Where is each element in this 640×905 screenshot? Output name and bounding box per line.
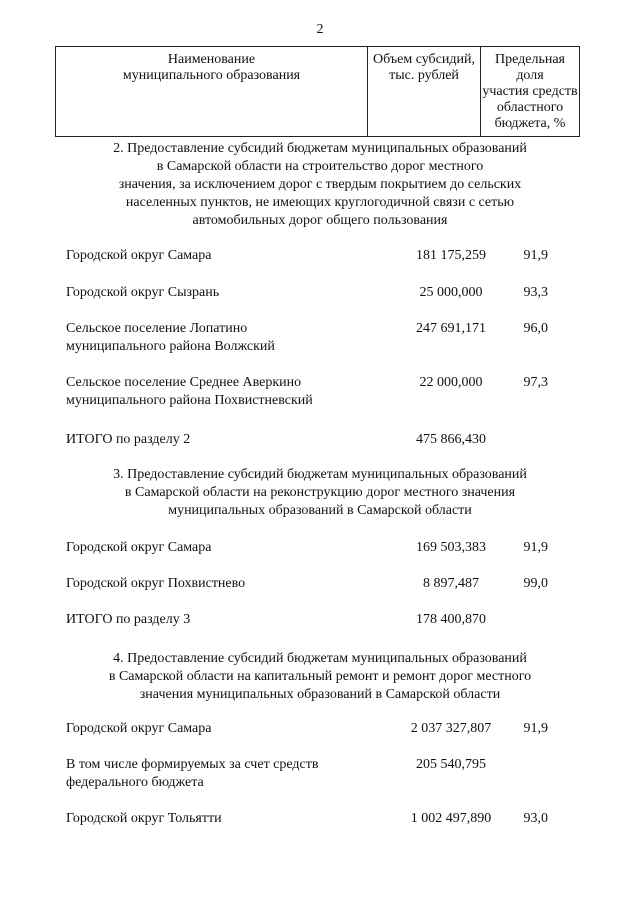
- row-name: [66, 756, 356, 792]
- table-row: [66, 374, 576, 410]
- page-number: 2: [316, 22, 324, 37]
- header-line: тыс. рублей: [389, 68, 459, 83]
- header-name-column: [56, 47, 368, 136]
- row-name-line: ИТОГО по разделу 2: [66, 432, 191, 447]
- table-row: [66, 575, 576, 611]
- row-amount: 22 000,000: [419, 375, 483, 390]
- row-amount: 178 400,870: [416, 612, 486, 627]
- header-line: доля: [516, 68, 544, 83]
- section-title-line: в Самарской области на капитальный ремонт и ремонт дорог местного: [108, 669, 532, 684]
- section-title-line: в Самарской области на реконструкцию дорог местного значения: [124, 485, 516, 500]
- header-line: Предельная: [495, 52, 565, 67]
- section-title-line: автомобильных дорог общего пользования: [192, 213, 448, 228]
- row-name: [66, 284, 356, 302]
- row-name: [66, 247, 356, 265]
- row-name-line: федерального бюджета: [66, 775, 204, 790]
- header-line: бюджета, %: [494, 116, 566, 131]
- header-line: областного: [496, 100, 564, 115]
- table-row: [66, 247, 576, 283]
- row-name: [66, 320, 356, 356]
- row-share: 96,0: [523, 321, 548, 336]
- row-name-line: муниципального района Похвистневский: [66, 393, 313, 408]
- row-name-line: Городской округ Самара: [66, 721, 212, 736]
- table-row: [66, 320, 576, 356]
- row-name-line: Городской округ Похвистнево: [66, 576, 246, 591]
- row-amount: 205 540,795: [416, 757, 486, 772]
- row-name-line: ИТОГО по разделу 3: [66, 612, 191, 627]
- row-name-line: Городской округ Тольятти: [66, 811, 222, 826]
- section-title-line: населенных пунктов, не имеющих круглогодичной связи с сетью: [125, 195, 515, 210]
- table-row: [66, 756, 576, 792]
- row-name: [66, 810, 356, 828]
- section-title-line: в Самарской области на строительство дорог местного: [156, 159, 484, 174]
- section-title-line: 3. Предоставление субсидий бюджетам муниципальных образований: [113, 467, 527, 482]
- row-share: 93,0: [523, 811, 548, 826]
- section-title: [60, 466, 580, 520]
- row-share: 91,9: [523, 721, 548, 736]
- table-header: [55, 46, 580, 137]
- row-name: [66, 575, 356, 593]
- row-name-line: Сельское поселение Лопатино: [66, 321, 248, 336]
- table-row-total: [66, 611, 576, 647]
- row-share: 93,3: [523, 285, 548, 300]
- header-line: Наименование: [167, 52, 256, 67]
- row-name-line: Городской округ Самара: [66, 540, 212, 555]
- header-line: Объем субсидий,: [373, 52, 475, 67]
- row-name-line: Сельское поселение Среднее Аверкино: [66, 375, 302, 390]
- row-amount: 8 897,487: [423, 576, 479, 591]
- row-amount: 475 866,430: [416, 432, 486, 447]
- section-title-line: значения, за исключением дорог с твердым покрытием до сельских: [118, 177, 522, 192]
- table-row: [66, 539, 576, 575]
- row-amount: 1 002 497,890: [410, 811, 492, 826]
- row-amount: 169 503,383: [416, 540, 486, 555]
- header-line: участия средств: [482, 84, 578, 99]
- header-share-column: [481, 47, 579, 136]
- section-title-line: 2. Предоставление субсидий бюджетам муниципальных образований: [113, 141, 527, 156]
- row-amount: 25 000,000: [419, 285, 483, 300]
- row-name: [66, 539, 356, 557]
- row-name: [66, 720, 356, 738]
- header-amount-column: [368, 47, 481, 136]
- table-row: [66, 720, 576, 756]
- table-row: [66, 284, 576, 320]
- row-name-line: Городской округ Сызрань: [66, 285, 220, 300]
- table-row-total: [66, 431, 576, 467]
- row-amount: 2 037 327,807: [410, 721, 492, 736]
- section-title-line: 4. Предоставление субсидий бюджетам муниципальных образований: [113, 651, 527, 666]
- section-title: [60, 140, 580, 230]
- row-name-line: В том числе формируемых за счет средств: [66, 757, 319, 772]
- row-name-line: муниципального района Волжский: [66, 339, 275, 354]
- row-share: 91,9: [523, 248, 548, 263]
- row-name: [66, 431, 356, 449]
- row-share: 97,3: [523, 375, 548, 390]
- row-amount: 181 175,259: [416, 248, 486, 263]
- row-share: 91,9: [523, 540, 548, 555]
- section-title: [60, 650, 580, 704]
- row-name-line: Городской округ Самара: [66, 248, 212, 263]
- row-name: [66, 374, 356, 410]
- row-name: [66, 611, 356, 629]
- section-title-line: муниципальных образований в Самарской области: [168, 503, 472, 518]
- table-row: [66, 810, 576, 846]
- header-line: муниципального образования: [122, 68, 301, 83]
- row-share: 99,0: [523, 576, 548, 591]
- row-amount: 247 691,171: [416, 321, 486, 336]
- section-title-line: значения муниципальных образований в Самарской области: [139, 687, 501, 702]
